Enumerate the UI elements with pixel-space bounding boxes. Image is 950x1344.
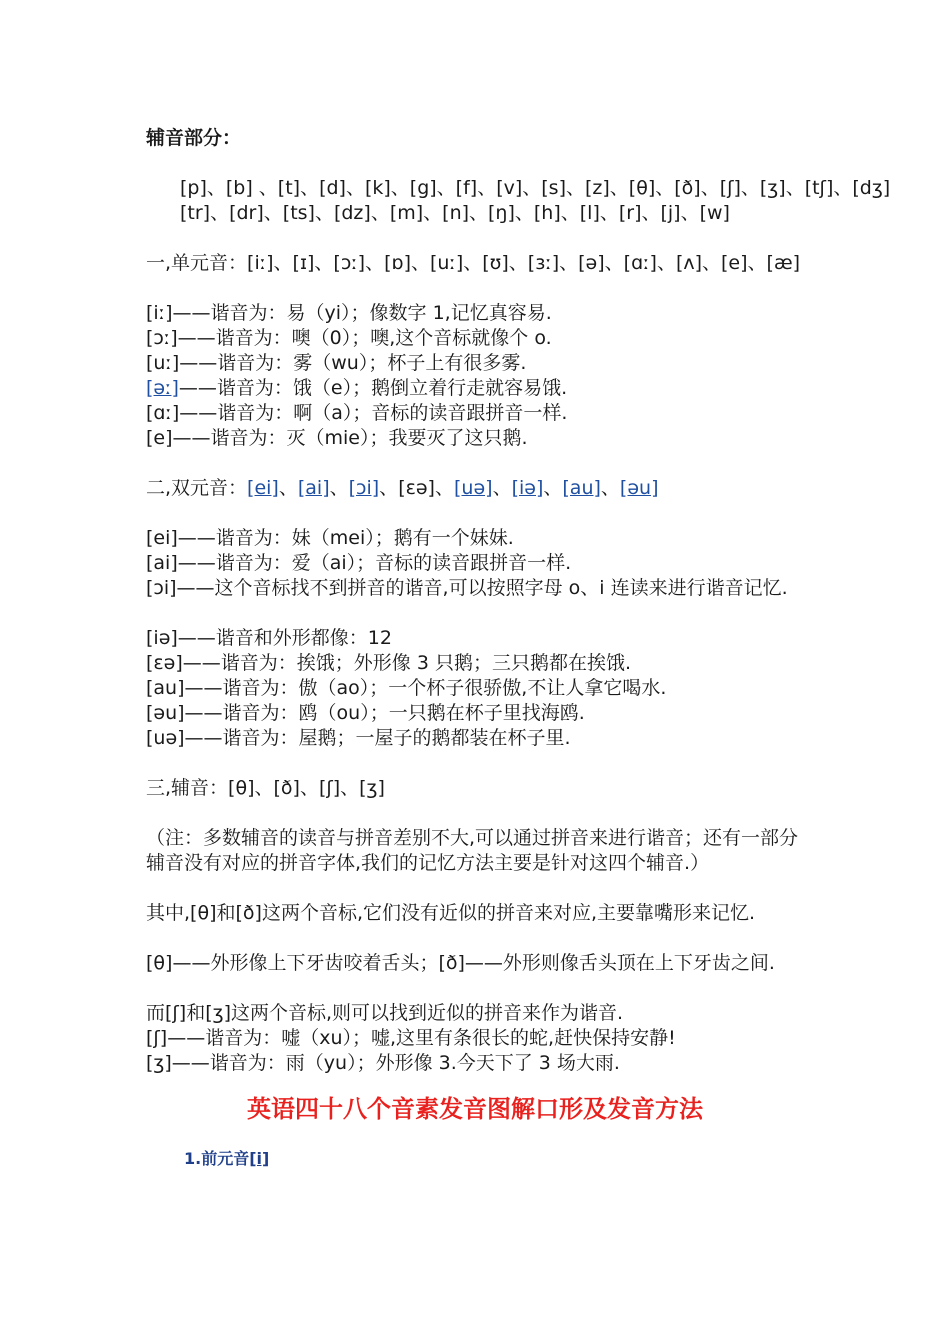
diphthong-item: [əu]——谐音为：鸥（ou）；一只鹅在杯子里找海鸥. bbox=[146, 702, 585, 724]
symbol-link[interactable]: [əː] bbox=[146, 377, 179, 399]
diphthong-item: [ɔi]——这个音标找不到拼音的谐音,可以按照字母 o、i 连读来进行谐音记忆. bbox=[146, 577, 788, 599]
consonant3-heading: 三,辅音：[θ]、[ð]、[ʃ]、[ʒ] bbox=[146, 777, 385, 799]
subsection-symbol-link[interactable]: [i] bbox=[249, 1149, 270, 1168]
diphthong-heading-prefix: 二,双元音： bbox=[146, 477, 248, 499]
consonant3-paragraph: 其中,[θ]和[ð]这两个音标,它们没有近似的拼音来对应,主要靠嘴形来记忆. bbox=[146, 902, 756, 924]
consonant-section-heading: 辅音部分： bbox=[146, 127, 242, 149]
diphthong-item: [ei]——谐音为：妹（mei）；鹅有一个妹妹. bbox=[146, 527, 514, 549]
page-title: 英语四十八个音素发音图解口形及发音方法 bbox=[247, 1095, 703, 1123]
monophthong-item-text: ——谐音为：饿（e）；鹅倒立着行走就容易饿. bbox=[178, 377, 568, 399]
monophthong-item: [ɑː]——谐音为：啊（a）；音标的读音跟拼音一样. bbox=[146, 402, 568, 424]
diphthong-link[interactable]: [iə] bbox=[511, 477, 544, 499]
consonant3-paragraph: [θ]——外形像上下牙齿咬着舌头；[ð]——外形则像舌头顶在上下牙齿之间. bbox=[146, 952, 775, 974]
monophthong-item-linked bbox=[146, 376, 567, 401]
diphthong-item: [uə]——谐音为：屋鹅；一屋子的鹅都装在杯子里. bbox=[146, 727, 571, 749]
consonant3-paragraph: [ʒ]——谐音为：雨（yu）；外形像 3.今天下了 3 场大雨. bbox=[146, 1052, 620, 1074]
monophthong-item: [iː]——谐音为：易（yi）；像数字 1,记忆真容易. bbox=[146, 302, 552, 324]
diphthong-item: [iə]——谐音和外形都像：12 bbox=[146, 627, 392, 649]
diphthong-link[interactable]: [ɔi] bbox=[348, 477, 380, 499]
diphthong-link[interactable]: [ei] bbox=[247, 477, 279, 499]
subsection-prefix: 1.前元音 bbox=[184, 1149, 250, 1168]
diphthong-item: [ɛə]——谐音为：挨饿；外形像 3 只鹅；三只鹅都在挨饿. bbox=[146, 652, 631, 674]
consonant3-note: （注：多数辅音的读音与拼音差别不大,可以通过拼音来进行谐音；还有一部分辅音没有对应的拼音字体,我们的记忆方法主要是针对这四个辅音.） bbox=[146, 827, 799, 874]
diphthong-heading: 二,双元音：[ei]、[ai]、[ɔi]、[ɛə]、[uə]、[iə]、[au]、[əu] bbox=[146, 477, 659, 499]
consonant-list-line-2: [tr]、[dr]、[ts]、[dz]、[m]、[n]、[ŋ]、[h]、[l]、[r]、[j]、[w] bbox=[180, 202, 730, 224]
subsection-heading bbox=[184, 1146, 269, 1169]
consonant3-paragraph: 而[ʃ]和[ʒ]这两个音标,则可以找到近似的拼音来作为谐音. bbox=[146, 1002, 624, 1024]
diphthong-link[interactable]: [əu] bbox=[619, 477, 659, 499]
diphthong-symbol: [ɛə] bbox=[398, 477, 435, 499]
diphthong-item: [ai]——谐音为：爱（ai）；音标的读音跟拼音一样. bbox=[146, 552, 572, 574]
monophthong-item: [e]——谐音为：灭（mie）；我要灭了这只鹅. bbox=[146, 427, 528, 449]
monophthong-item: [uː]——谐音为：雾（wu）；杯子上有很多雾. bbox=[146, 352, 527, 374]
diphthong-item: [au]——谐音为：傲（ao）；一个杯子很骄傲,不让人拿它喝水. bbox=[146, 677, 667, 699]
consonant3-paragraph: [ʃ]——谐音为：嘘（xu）；嘘,这里有条很长的蛇,赶快保持安静! bbox=[146, 1027, 676, 1049]
monophthong-item: [ɔː]——谐音为：噢（0）；噢,这个音标就像个 o. bbox=[146, 327, 552, 349]
diphthong-link[interactable]: [au] bbox=[562, 477, 601, 499]
diphthong-link[interactable]: [uə] bbox=[454, 477, 493, 499]
diphthong-link[interactable]: [ai] bbox=[297, 477, 330, 499]
monophthong-heading: 一,单元音：[iː]、[ɪ]、[ɔː]、[ɒ]、[uː]、[ʊ]、[ɜː]、[ə]、[ɑː]、[ʌ]、[e]、[æ] bbox=[146, 252, 801, 274]
consonant-list-line-1: [p]、[b] 、[t]、[d]、[k]、[g]、[f]、[v]、[s]、[z]、[θ]、[ð]、[ʃ]、[ʒ]、[tʃ]、[dʒ] bbox=[180, 177, 891, 199]
